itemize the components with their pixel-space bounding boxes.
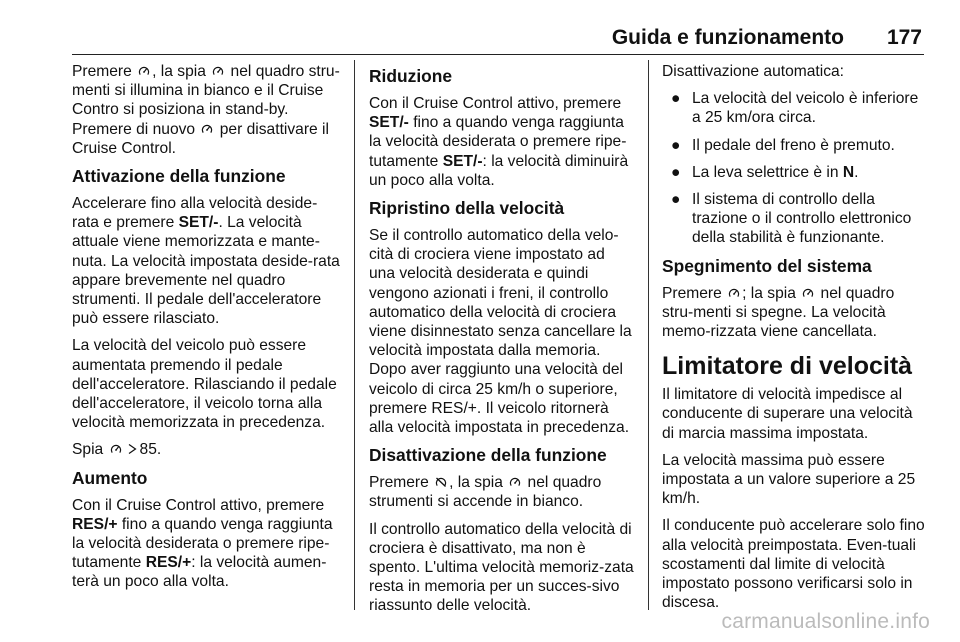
heading-disattivazione: Disattivazione della funzione bbox=[369, 445, 607, 466]
header-rule bbox=[72, 54, 924, 55]
cruise-control-icon bbox=[728, 287, 740, 299]
paragraph: Premere , la spia nel quadro strumenti si accende in bianco. bbox=[369, 474, 602, 511]
column-divider bbox=[648, 60, 649, 610]
watermark: carmanualsonline.info bbox=[721, 610, 930, 633]
paragraph: Se il controllo automatico della velo-cità di crociera viene impostato ad una velocità desiderata e quindi vengono azionati i freni, il controllo automatico della velocità di crociera viene disinnestato senza cancellare la velocità impostata dalla memoria. Dopo aver raggiunto una velocità del veicolo di circa 25 km/h o superiore, premere RES/+. Il veicolo ritornerà alla velocità impostata in precedenza. bbox=[369, 227, 632, 437]
heading-riduzione: Riduzione bbox=[369, 66, 453, 86]
paragraph: Con il Cruise Control attivo, premere SET/- fino a quando venga raggiunta la velocità desiderata o premere ripe-tutamente SET/-: la velocità diminuirà un poco alla volta. bbox=[369, 95, 629, 189]
paragraph: Premere , la spia nel quadro stru-menti si illumina in bianco e il Cruise Contro si posiziona in stand-by. Premere di nuovo per disattivare il Cruise Control. bbox=[72, 63, 340, 157]
cruise-control-icon bbox=[110, 443, 122, 455]
bullet-icon: ● bbox=[671, 191, 681, 209]
cruise-control-icon bbox=[201, 123, 213, 135]
paragraph: Accelerare fino alla velocità deside-rata e premere SET/-. La velocità attuale viene memorizzata e mante-nuta. La velocità impostata deside-rata appare brevemente nel quadro strumenti. Il pedale dell'acceleratore può essere rilasciato. bbox=[72, 195, 340, 328]
paragraph: Il limitatore di velocità impedisce al conducente di superare una velocità di marcia massima impostata. bbox=[662, 386, 913, 442]
bullet-icon: ● bbox=[671, 136, 681, 154]
page-number: 177 bbox=[886, 26, 922, 49]
heading-ripristino: Ripristino della velocità bbox=[369, 198, 565, 219]
paragraph: Disattivazione automatica: bbox=[662, 63, 845, 80]
list-item: ● La velocità del veicolo è inferiore a 25 km/ora circa. bbox=[671, 90, 919, 127]
paragraph: Con il Cruise Control attivo, premere RES/+ fino a quando venga raggiunta la velocità desiderata o premere ripe-tutamente RES/+: la velocità aumen-terà un poco alla volta. bbox=[72, 496, 333, 591]
column-divider bbox=[354, 60, 355, 610]
paragraph-spia-reference: Spia 85. bbox=[72, 441, 162, 459]
cruise-control-icon bbox=[509, 476, 521, 488]
paragraph: La velocità del veicolo può essere aumentata premendo il pedale dell'acceleratore. Rilasciando il pedale dell'acceleratore, il veicolo torna alla velocità memorizzata in precedenza. bbox=[72, 337, 337, 432]
column-3 bbox=[662, 62, 928, 620]
paragraph: Premere ; la spia nel quadro stru-menti si spegne. La velocità memo-rizzata viene cancellata. bbox=[662, 284, 895, 341]
page-reference-arrow-icon bbox=[126, 443, 138, 455]
paragraph: Il conducente può accelerare solo fino alla velocità preimpostata. Even-tuali scostamenti dal limite di velocità impostato possono verificarsi solo in discesa. bbox=[662, 517, 925, 612]
heading-spegnimento: Spegnimento del sistema bbox=[662, 255, 872, 276]
bullet-icon: ● bbox=[671, 163, 681, 181]
page-reference-link[interactable]: 85. bbox=[139, 441, 162, 459]
cruise-cancel-icon bbox=[435, 476, 447, 488]
bullet-icon: ● bbox=[671, 90, 681, 108]
cruise-control-icon bbox=[138, 65, 150, 77]
heading-aumento: Aumento bbox=[72, 467, 148, 488]
heading-attivazione: Attivazione della funzione bbox=[72, 166, 286, 187]
page-header bbox=[72, 26, 924, 50]
cruise-control-icon bbox=[212, 65, 224, 77]
list-item: ● La leva selettrice è in N. bbox=[671, 163, 859, 181]
column-1 bbox=[72, 62, 344, 600]
paragraph: Il controllo automatico della velocità di crociera è disattivato, ma non è spento. L'ultima velocità memoriz-zata resta in memoria per un succes-sivo riassunto delle velocità. bbox=[369, 520, 634, 615]
paragraph: La velocità massima può essere impostata a un valore superiore a 25 km/h. bbox=[662, 451, 916, 508]
column-2 bbox=[369, 62, 635, 624]
list-item: ● Il pedale del freno è premuto. bbox=[671, 136, 895, 154]
heading-limitatore: Limitatore di velocità bbox=[662, 352, 913, 381]
list-item: ● Il sistema di controllo della trazione o il controllo elettronico della stabilità è funzionante. bbox=[671, 191, 912, 247]
section-title: Guida e funzionamento bbox=[611, 26, 844, 49]
bullet-list bbox=[662, 89, 928, 247]
cruise-control-icon bbox=[802, 287, 814, 299]
